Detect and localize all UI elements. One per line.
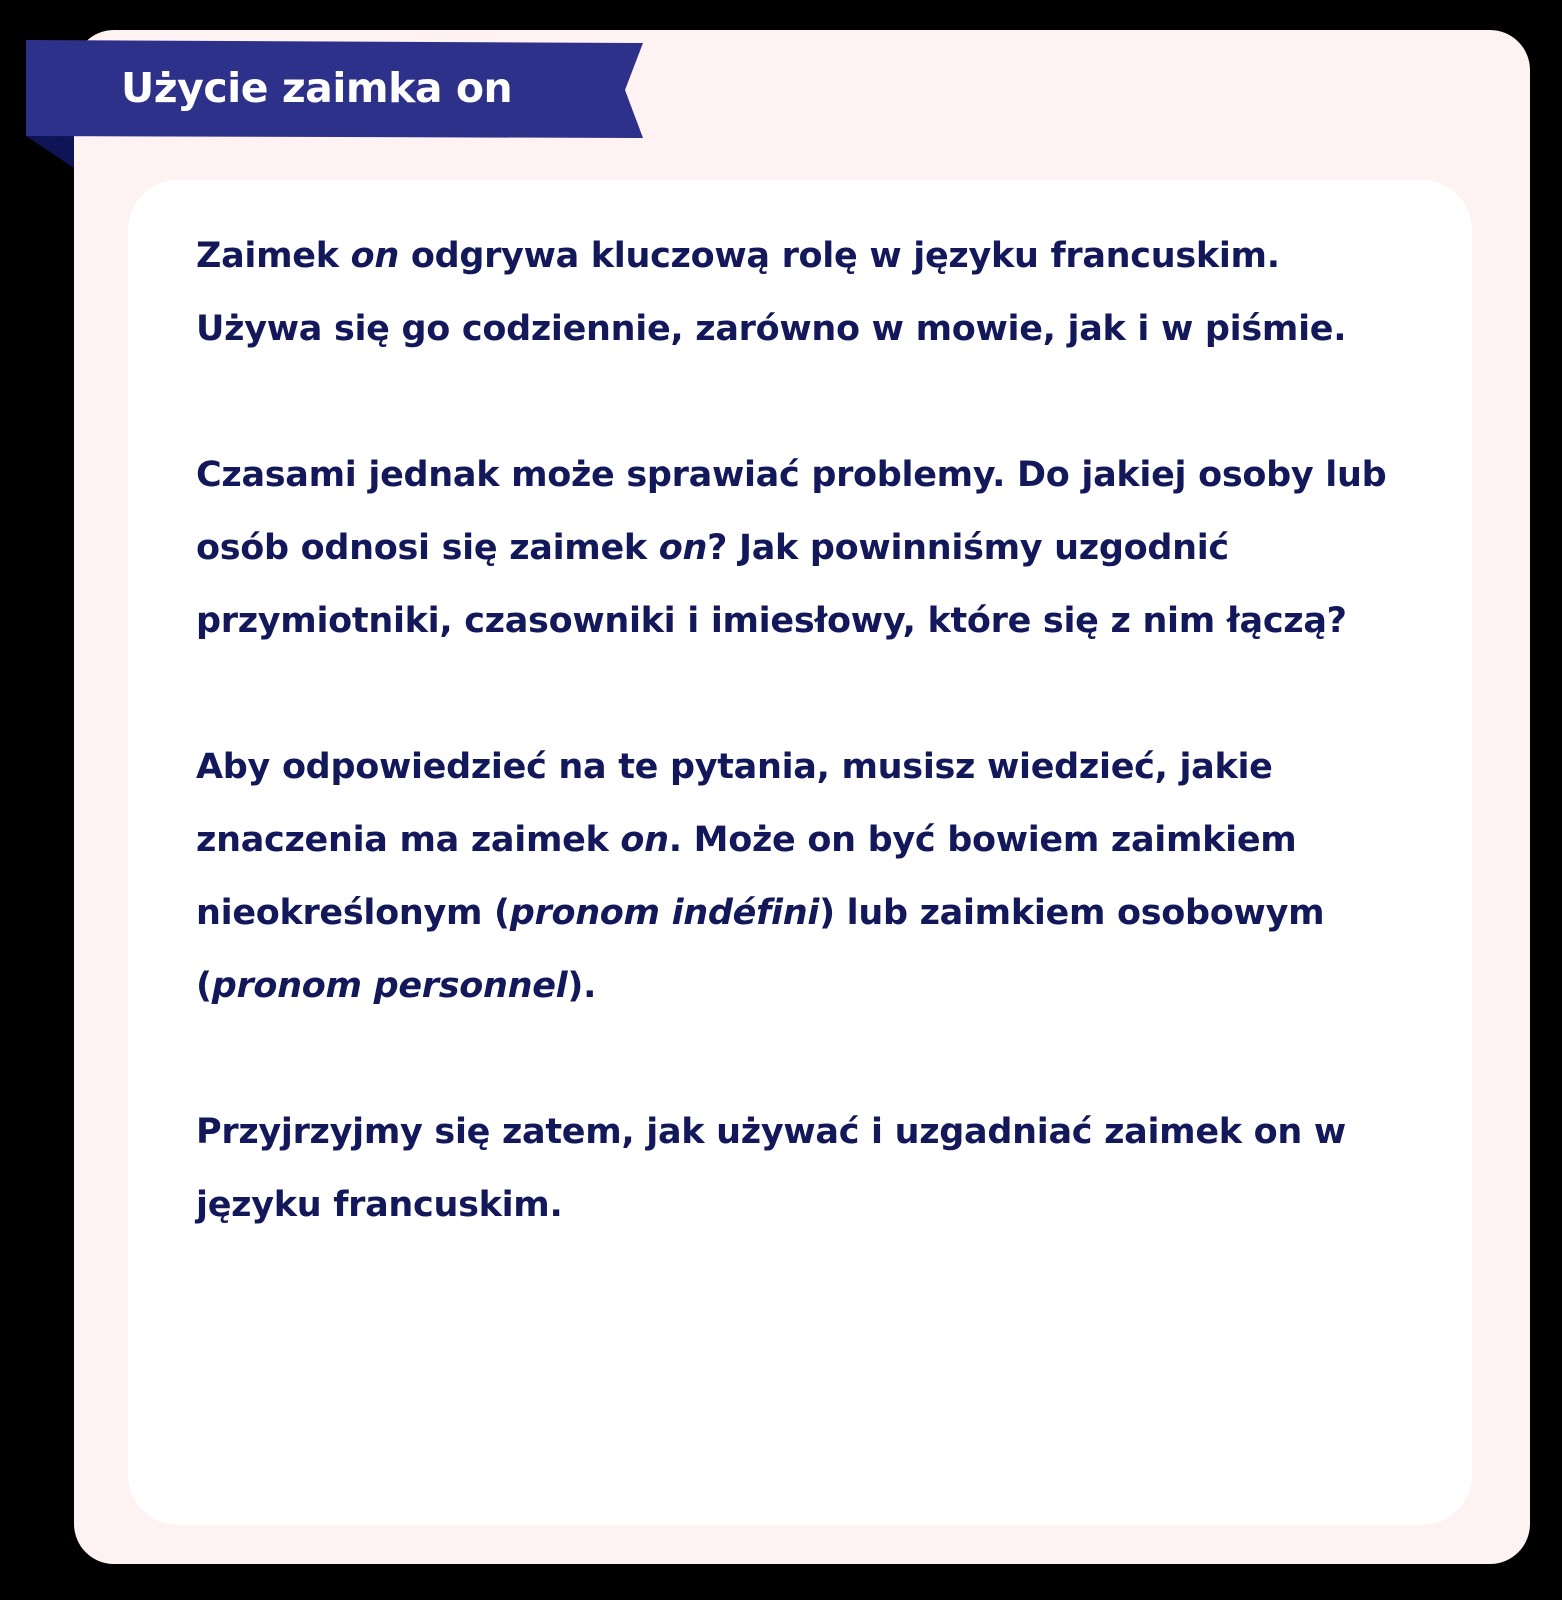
title-ribbon	[26, 40, 644, 138]
paragraph-problems	[196, 439, 1416, 658]
text-segment: Zaimek	[196, 236, 351, 276]
emphasis-on: on	[1253, 1112, 1303, 1152]
text-segment: ? Jak powinniśmy uzgodnić przymiotniki, czasowniki i imiesłowy, które się z nim łączą?	[196, 528, 1347, 641]
text-segment: ).	[567, 966, 597, 1006]
article-body	[196, 220, 1416, 1242]
term-pronom-indefini: pronom indéfini	[509, 893, 820, 933]
text-segment: odgrywa kluczową rolę w języku francuskim. Używa się go codziennie, zarówno w mowie, jak i w piśmie.	[196, 236, 1347, 349]
text-segment: w języku francuskim.	[196, 1112, 1346, 1225]
text-segment: Aby odpowiedzieć na te pytania, musisz wiedzieć, jakie znaczenia ma zaimek	[196, 747, 1273, 860]
paragraph-meanings	[196, 731, 1416, 1023]
emphasis-on: on	[350, 236, 399, 276]
text-segment: ) lub zaimkiem osobowym (	[196, 893, 1325, 1006]
emphasis-on: on	[620, 820, 669, 860]
paragraph-intro	[196, 220, 1416, 366]
ribbon-fold	[26, 136, 74, 168]
page-title: Użycie zaimka on	[121, 64, 513, 112]
text-segment: Przyjrzyjmy się zatem, jak używać i uzgadniać zaimek	[196, 1112, 1254, 1152]
text-segment: . Może on być bowiem zaimkiem nieokreślonym (	[196, 820, 1297, 933]
term-pronom-personnel: pronom personnel	[211, 966, 568, 1006]
text-segment: Czasami jednak może sprawiać problemy. Do jakiej osoby lub osób odnosi się zaimek	[196, 455, 1387, 568]
paragraph-conclusion	[196, 1096, 1416, 1242]
emphasis-on: on	[658, 528, 708, 568]
